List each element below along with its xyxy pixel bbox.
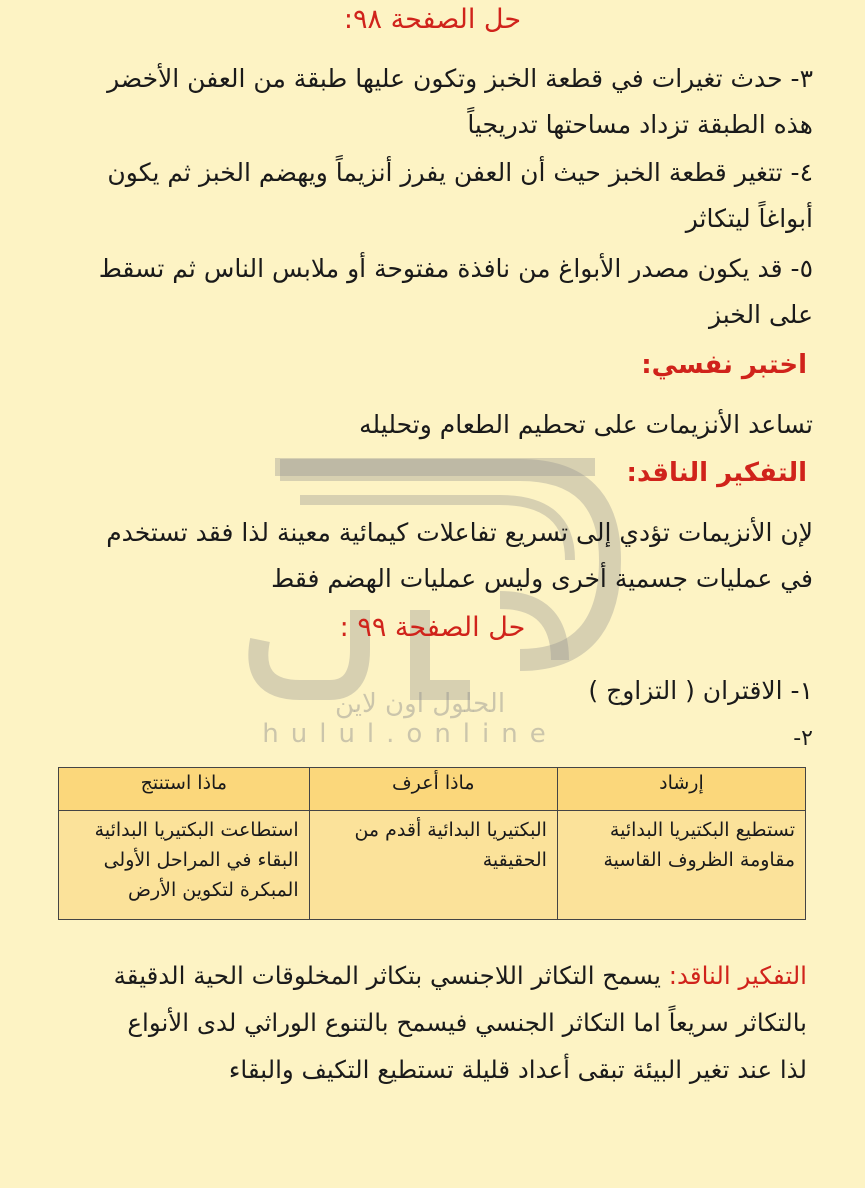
answer-text: يسمح التكاثر اللاجنسي بتكاثر المخلوقات الحية الدقيقة: [113, 961, 661, 990]
item-line: أبواغاً ليتكاثر: [685, 204, 813, 233]
answer-line: لإن الأنزيمات تؤدي إلى تسريع تفاعلات كيمائية معينة لذا فقد تستخدم: [106, 518, 813, 547]
item-98-5: [70, 246, 813, 338]
table-header-cell: إرشاد: [557, 768, 805, 811]
cell-line: البكتيريا البدائية أقدم من: [354, 819, 547, 841]
answer-line: بالتكاثر سريعاً اما التكاثر الجنسي فيسمح بالتنوع الوراثي لدى الأنواع: [127, 1008, 807, 1037]
item-99-1: [70, 668, 813, 714]
table-cell: [557, 811, 805, 920]
table-cell: [309, 811, 557, 920]
item-line: ١- الاقتران ( التزاوج ): [588, 676, 813, 705]
item-line: ٤- تتغير قطعة الخبز حيث أن العفن يفرز أنزيماً ويهضم الخبز ثم يكون: [107, 158, 813, 187]
self-test-answer: [70, 402, 813, 448]
cell-line: المبكرة لتكوين الأرض: [127, 879, 299, 901]
watermark-latin: hulul.online: [262, 719, 558, 749]
cell-line: البقاء في المراحل الأولى: [103, 849, 299, 871]
answer-line: لذا عند تغير البيئة تبقى أعداد قليلة تستطيع التكيف والبقاء: [228, 1055, 807, 1084]
critical-thinking-title: التفكير الناقد:: [626, 458, 807, 488]
item-98-3: [70, 56, 813, 148]
heading-page-99: حل الصفحة ٩٩ :: [339, 612, 526, 643]
item-line: على الخبز: [708, 300, 813, 329]
table-header-cell: ماذا استنتج: [59, 768, 310, 811]
table-row: [59, 811, 806, 920]
cell-line: استطاعت البكتيريا البدائية: [94, 819, 299, 841]
item-line: ٢-: [793, 726, 813, 751]
cell-line: تستطيع البكتيريا البدائية: [609, 819, 795, 841]
cell-line: الحقيقية: [482, 849, 547, 871]
table-cell: [59, 811, 310, 920]
table-header-cell: ماذا أعرف: [309, 768, 557, 811]
item-99-2: [70, 716, 813, 762]
summary-table: [58, 767, 806, 920]
answer-line: [70, 952, 807, 999]
item-line: ٣- حدث تغيرات في قطعة الخبز وتكون عليها طبقة من العفن الأخضر: [107, 64, 813, 93]
item-line: هذه الطبقة تزداد مساحتها تدريجياً: [467, 110, 813, 139]
answer-line: في عمليات جسمية أخرى وليس عمليات الهضم فقط: [271, 564, 813, 593]
cell-line: مقاومة الظروف القاسية: [603, 849, 795, 871]
watermark-arabic: الحلول اون لاين: [334, 689, 506, 719]
item-line: ٥- قد يكون مصدر الأبواغ من نافذة مفتوحة أو ملابس الناس ثم تسقط: [98, 254, 813, 283]
table-header-row: [59, 768, 806, 811]
critical-thinking-2: [70, 952, 807, 1093]
self-test-title: اختبر نفسي:: [641, 350, 807, 380]
critical-thinking-answer: [70, 510, 813, 602]
item-98-4: [70, 150, 813, 242]
critical-thinking-2-label: التفكير الناقد:: [668, 961, 807, 990]
heading-page-98: حل الصفحة ٩٨:: [343, 4, 522, 35]
self-test-answer-text: تساعد الأنزيمات على تحطيم الطعام وتحليله: [359, 410, 813, 439]
